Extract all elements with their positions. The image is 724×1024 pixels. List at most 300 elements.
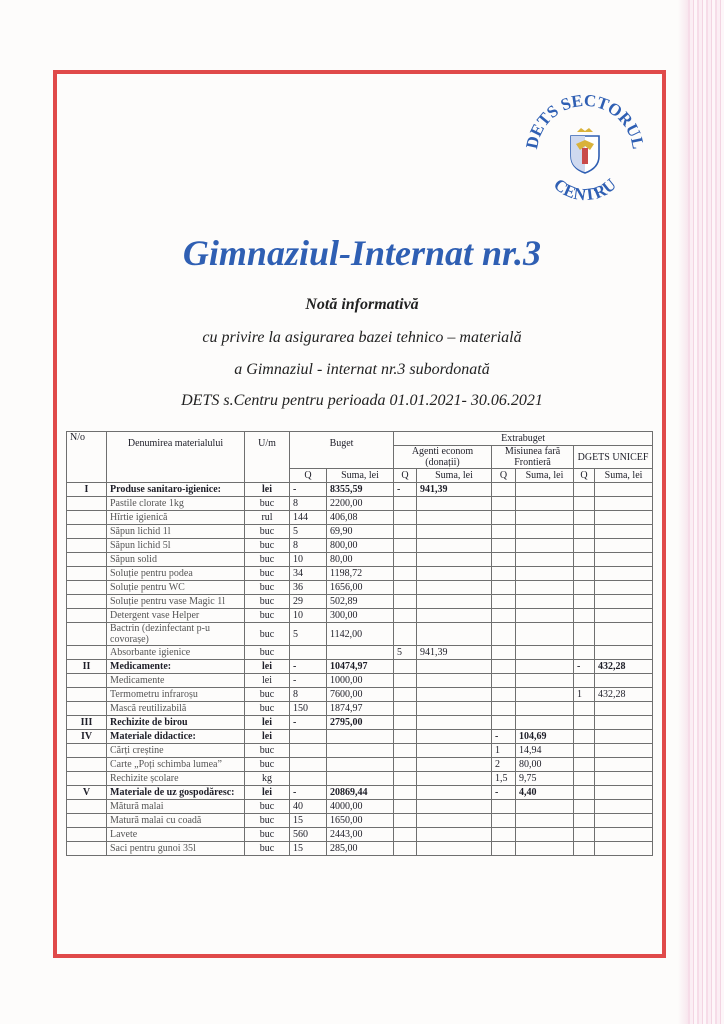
cell-mq	[492, 511, 516, 525]
cell-no	[67, 525, 107, 539]
cell-as	[417, 800, 492, 814]
cell-mq	[492, 702, 516, 716]
cell-mq	[492, 609, 516, 623]
cell-as	[417, 497, 492, 511]
cell-um: buc	[245, 567, 290, 581]
header-q: Q	[574, 469, 595, 483]
cell-mq: 1	[492, 744, 516, 758]
dets-seal-icon	[519, 84, 651, 216]
cell-as	[417, 553, 492, 567]
cell-um: lei	[245, 730, 290, 744]
subtitle-line-3: DETS s.Centru pentru perioada 01.01.2021- 30.06.2021	[181, 392, 543, 409]
cell-no	[67, 567, 107, 581]
cell-ms	[516, 581, 574, 595]
cell-dq	[574, 758, 595, 772]
cell-as	[417, 716, 492, 730]
cell-bq: 5	[290, 623, 327, 646]
materials-table-body	[67, 483, 653, 856]
cell-bs	[327, 772, 394, 786]
cell-bq: 5	[290, 525, 327, 539]
cell-mq	[492, 688, 516, 702]
cell-bq	[290, 646, 327, 660]
cell-ds	[595, 497, 653, 511]
cell-bs: 2795,00	[327, 716, 394, 730]
cell-aq	[394, 623, 417, 646]
cell-as	[417, 674, 492, 688]
cell-ds	[595, 758, 653, 772]
cell-aq	[394, 786, 417, 800]
cell-ms: 14,94	[516, 744, 574, 758]
cell-dq	[574, 609, 595, 623]
cell-no	[67, 497, 107, 511]
cell-mq	[492, 567, 516, 581]
cell-ms	[516, 828, 574, 842]
cell-ds	[595, 674, 653, 688]
coat-of-arms-icon	[571, 128, 599, 173]
cell-dq	[574, 623, 595, 646]
table-row	[67, 539, 653, 553]
cell-name: Săpun lichid 1l	[107, 525, 245, 539]
table-row	[67, 553, 653, 567]
cell-bq: -	[290, 483, 327, 497]
cell-no	[67, 674, 107, 688]
cell-bq	[290, 758, 327, 772]
cell-as	[417, 772, 492, 786]
cell-bs	[327, 744, 394, 758]
cell-as	[417, 609, 492, 623]
cell-as	[417, 511, 492, 525]
cell-name: Medicamente:	[107, 660, 245, 674]
header-no: N/o	[67, 432, 107, 483]
cell-dq	[574, 828, 595, 842]
cell-aq	[394, 702, 417, 716]
cell-ds	[595, 702, 653, 716]
cell-no	[67, 609, 107, 623]
cell-bs: 2443,00	[327, 828, 394, 842]
cell-mq	[492, 814, 516, 828]
table-row	[67, 744, 653, 758]
table-row	[67, 828, 653, 842]
cell-name: Lavete	[107, 828, 245, 842]
cell-aq	[394, 525, 417, 539]
header-buget: Buget	[290, 432, 394, 469]
table-row	[67, 772, 653, 786]
cell-as	[417, 744, 492, 758]
cell-dq	[574, 525, 595, 539]
cell-bs: 1000,00	[327, 674, 394, 688]
cell-name: Mătură malai	[107, 800, 245, 814]
cell-no	[67, 595, 107, 609]
binding-edge	[688, 0, 724, 1024]
cell-dq	[574, 483, 595, 497]
cell-no	[67, 539, 107, 553]
cell-bs	[327, 646, 394, 660]
cell-um: buc	[245, 525, 290, 539]
cell-bq	[290, 730, 327, 744]
cell-no	[67, 688, 107, 702]
cell-name: Matură malai cu coadă	[107, 814, 245, 828]
cell-as	[417, 758, 492, 772]
cell-bs: 7600,00	[327, 688, 394, 702]
svg-text:CENTRU	[550, 175, 620, 205]
cell-aq	[394, 772, 417, 786]
cell-ms	[516, 539, 574, 553]
cell-bq: 8	[290, 688, 327, 702]
document-title: Notă informativă	[305, 296, 419, 313]
cell-no	[67, 814, 107, 828]
header-misiunea: Misiunea fară Frontieră	[492, 446, 574, 469]
cell-ms	[516, 525, 574, 539]
cell-um: buc	[245, 581, 290, 595]
cell-bs: 285,00	[327, 842, 394, 856]
table-row	[67, 786, 653, 800]
table-row	[67, 497, 653, 511]
cell-mq	[492, 497, 516, 511]
cell-ms	[516, 716, 574, 730]
cell-no	[67, 511, 107, 525]
cell-dq	[574, 646, 595, 660]
cell-dq	[574, 814, 595, 828]
cell-ms	[516, 497, 574, 511]
cell-name: Absorbante igienice	[107, 646, 245, 660]
cell-bs: 1874,97	[327, 702, 394, 716]
cell-ms	[516, 646, 574, 660]
cell-ds	[595, 553, 653, 567]
cell-aq	[394, 581, 417, 595]
cell-ds: 432,28	[595, 660, 653, 674]
cell-bq: 8	[290, 539, 327, 553]
cell-bq: 10	[290, 609, 327, 623]
cell-no	[67, 828, 107, 842]
table-row	[67, 800, 653, 814]
cell-mq	[492, 716, 516, 730]
cell-dq	[574, 716, 595, 730]
cell-um: buc	[245, 623, 290, 646]
school-title: Gimnaziul-Internat nr.3	[182, 233, 542, 273]
cell-ms: 80,00	[516, 758, 574, 772]
cell-ds	[595, 842, 653, 856]
cell-um: buc	[245, 744, 290, 758]
cell-dq	[574, 553, 595, 567]
cell-ds	[595, 483, 653, 497]
cell-as	[417, 525, 492, 539]
cell-name: Hîrtie igienică	[107, 511, 245, 525]
cell-mq	[492, 595, 516, 609]
cell-dq	[574, 567, 595, 581]
cell-no: IV	[67, 730, 107, 744]
cell-bq: -	[290, 786, 327, 800]
cell-name: Bactrin (dezinfectant p-u covorașe)	[107, 623, 245, 646]
cell-mq	[492, 581, 516, 595]
header-name: Denumirea materialului	[107, 432, 245, 483]
cell-ds	[595, 716, 653, 730]
cell-ds	[595, 581, 653, 595]
cell-aq	[394, 595, 417, 609]
cell-um: kg	[245, 772, 290, 786]
cell-ds	[595, 814, 653, 828]
cell-ms	[516, 800, 574, 814]
cell-dq	[574, 786, 595, 800]
table-row	[67, 660, 653, 674]
cell-ms	[516, 814, 574, 828]
cell-ds	[595, 828, 653, 842]
cell-um: buc	[245, 553, 290, 567]
subtitle-line-1: cu privire la asigurarea bazei tehnico – materială	[202, 329, 522, 346]
cell-mq: 1,5	[492, 772, 516, 786]
cell-name: Detergent vase Helper	[107, 609, 245, 623]
cell-name: Termometru infraroșu	[107, 688, 245, 702]
cell-mq	[492, 842, 516, 856]
cell-ds	[595, 744, 653, 758]
table-row	[67, 609, 653, 623]
cell-as	[417, 660, 492, 674]
materials-table	[66, 431, 653, 856]
cell-as: 941,39	[417, 646, 492, 660]
cell-bs: 406,08	[327, 511, 394, 525]
cell-no	[67, 800, 107, 814]
table-row	[67, 623, 653, 646]
cell-aq	[394, 730, 417, 744]
header-suma: Suma, lei	[516, 469, 574, 483]
cell-mq	[492, 660, 516, 674]
header-q: Q	[394, 469, 417, 483]
cell-aq	[394, 660, 417, 674]
cell-ms	[516, 483, 574, 497]
cell-ms: 9,75	[516, 772, 574, 786]
cell-um: buc	[245, 609, 290, 623]
cell-mq	[492, 828, 516, 842]
cell-no	[67, 553, 107, 567]
cell-bq: 40	[290, 800, 327, 814]
cell-bq: -	[290, 660, 327, 674]
cell-um: buc	[245, 814, 290, 828]
header-suma: Suma, lei	[327, 469, 394, 483]
cell-ms	[516, 674, 574, 688]
cell-bs: 10474,97	[327, 660, 394, 674]
cell-as	[417, 828, 492, 842]
cell-no: V	[67, 786, 107, 800]
cell-bq: 150	[290, 702, 327, 716]
cell-aq	[394, 842, 417, 856]
cell-bs: 800,00	[327, 539, 394, 553]
cell-ms	[516, 553, 574, 567]
cell-mq	[492, 623, 516, 646]
cell-bq: -	[290, 674, 327, 688]
header-extrabuget: Extrabuget	[394, 432, 653, 446]
cell-mq	[492, 483, 516, 497]
cell-um: lei	[245, 660, 290, 674]
seal-bottom-text: CENTRU	[550, 174, 620, 205]
cell-bs	[327, 730, 394, 744]
cell-um: buc	[245, 646, 290, 660]
table-row	[67, 581, 653, 595]
table-row	[67, 730, 653, 744]
cell-name: Rechizite școlare	[107, 772, 245, 786]
cell-name: Rechizite de birou	[107, 716, 245, 730]
cell-no: I	[67, 483, 107, 497]
table-row	[67, 646, 653, 660]
cell-bq: 144	[290, 511, 327, 525]
cell-name: Carte „Poți schimba lumea”	[107, 758, 245, 772]
cell-um: lei	[245, 483, 290, 497]
cell-bs: 1656,00	[327, 581, 394, 595]
cell-ms	[516, 623, 574, 646]
cell-um: lei	[245, 786, 290, 800]
cell-ds	[595, 623, 653, 646]
cell-ds: 432,28	[595, 688, 653, 702]
cell-no: II	[67, 660, 107, 674]
cell-um: buc	[245, 702, 290, 716]
cell-ds	[595, 539, 653, 553]
cell-bs: 300,00	[327, 609, 394, 623]
cell-as	[417, 539, 492, 553]
cell-as	[417, 702, 492, 716]
cell-aq	[394, 674, 417, 688]
cell-no	[67, 758, 107, 772]
table-row	[67, 758, 653, 772]
cell-as	[417, 567, 492, 581]
cell-aq	[394, 800, 417, 814]
cell-no	[67, 842, 107, 856]
cell-aq	[394, 553, 417, 567]
cell-name: Pastile clorate 1kg	[107, 497, 245, 511]
cell-bq: 29	[290, 595, 327, 609]
cell-dq	[574, 539, 595, 553]
cell-ms	[516, 567, 574, 581]
header-dgets: DGETS UNICEF	[574, 446, 653, 469]
seal-top-text: DETS SECTORUL	[522, 90, 648, 151]
cell-ms	[516, 609, 574, 623]
cell-ds	[595, 595, 653, 609]
cell-name: Săpun solid	[107, 553, 245, 567]
cell-aq	[394, 567, 417, 581]
cell-dq	[574, 842, 595, 856]
cell-aq	[394, 744, 417, 758]
cell-bs: 502,89	[327, 595, 394, 609]
cell-bs: 8355,59	[327, 483, 394, 497]
table-row	[67, 814, 653, 828]
header-suma: Suma, lei	[595, 469, 653, 483]
cell-dq	[574, 674, 595, 688]
cell-aq	[394, 609, 417, 623]
cell-aq: -	[394, 483, 417, 497]
header-q: Q	[290, 469, 327, 483]
cell-as	[417, 730, 492, 744]
cell-as	[417, 842, 492, 856]
cell-as	[417, 623, 492, 646]
cell-um: buc	[245, 595, 290, 609]
cell-bq: 560	[290, 828, 327, 842]
cell-dq	[574, 730, 595, 744]
cell-um: buc	[245, 758, 290, 772]
cell-aq	[394, 688, 417, 702]
cell-um: buc	[245, 842, 290, 856]
cell-no	[67, 623, 107, 646]
cell-bq: 34	[290, 567, 327, 581]
table-row	[67, 702, 653, 716]
cell-name: Saci pentru gunoi 35l	[107, 842, 245, 856]
header-suma: Suma, lei	[417, 469, 492, 483]
cell-dq	[574, 772, 595, 786]
cell-no: III	[67, 716, 107, 730]
cell-bs: 1198,72	[327, 567, 394, 581]
cell-as: 941,39	[417, 483, 492, 497]
cell-ms	[516, 702, 574, 716]
cell-mq	[492, 674, 516, 688]
cell-dq	[574, 595, 595, 609]
cell-mq	[492, 800, 516, 814]
cell-name: Săpun lichid 5l	[107, 539, 245, 553]
cell-ms	[516, 842, 574, 856]
cell-bq: -	[290, 716, 327, 730]
cell-um: lei	[245, 674, 290, 688]
cell-aq	[394, 497, 417, 511]
cell-um: buc	[245, 497, 290, 511]
cell-dq	[574, 744, 595, 758]
cell-aq	[394, 716, 417, 730]
cell-ds	[595, 525, 653, 539]
cell-ds	[595, 800, 653, 814]
table-row	[67, 567, 653, 581]
cell-um: buc	[245, 688, 290, 702]
cell-name: Medicamente	[107, 674, 245, 688]
table-row	[67, 511, 653, 525]
cell-bq	[290, 772, 327, 786]
cell-dq	[574, 581, 595, 595]
cell-bs: 4000,00	[327, 800, 394, 814]
cell-bs: 1142,00	[327, 623, 394, 646]
page-edge-shadow	[678, 0, 688, 1024]
cell-aq	[394, 511, 417, 525]
cell-no	[67, 702, 107, 716]
cell-ds	[595, 567, 653, 581]
cell-mq	[492, 525, 516, 539]
header-um: U/m	[245, 432, 290, 483]
cell-um: buc	[245, 800, 290, 814]
cell-as	[417, 688, 492, 702]
table-row	[67, 483, 653, 497]
cell-name: Mască reutilizabilă	[107, 702, 245, 716]
cell-aq: 5	[394, 646, 417, 660]
cell-ds	[595, 786, 653, 800]
cell-bs: 80,00	[327, 553, 394, 567]
cell-name: Produse sanitaro-igienice:	[107, 483, 245, 497]
cell-bq: 8	[290, 497, 327, 511]
cell-name: Soluție pentru podea	[107, 567, 245, 581]
cell-name: Materiale de uz gospodăresc:	[107, 786, 245, 800]
cell-mq: -	[492, 730, 516, 744]
cell-no	[67, 646, 107, 660]
table-row	[67, 674, 653, 688]
cell-um: buc	[245, 539, 290, 553]
cell-ds	[595, 730, 653, 744]
cell-mq: 2	[492, 758, 516, 772]
cell-ms	[516, 660, 574, 674]
subtitle-line-2: a Gimnaziul - internat nr.3 subordonată	[234, 361, 490, 378]
cell-mq: -	[492, 786, 516, 800]
cell-bq: 15	[290, 814, 327, 828]
cell-bq: 36	[290, 581, 327, 595]
cell-ms: 104,69	[516, 730, 574, 744]
cell-ms	[516, 595, 574, 609]
cell-ms	[516, 511, 574, 525]
cell-dq: -	[574, 660, 595, 674]
cell-ms	[516, 688, 574, 702]
cell-dq	[574, 702, 595, 716]
cell-mq	[492, 553, 516, 567]
cell-aq	[394, 539, 417, 553]
cell-mq	[492, 539, 516, 553]
